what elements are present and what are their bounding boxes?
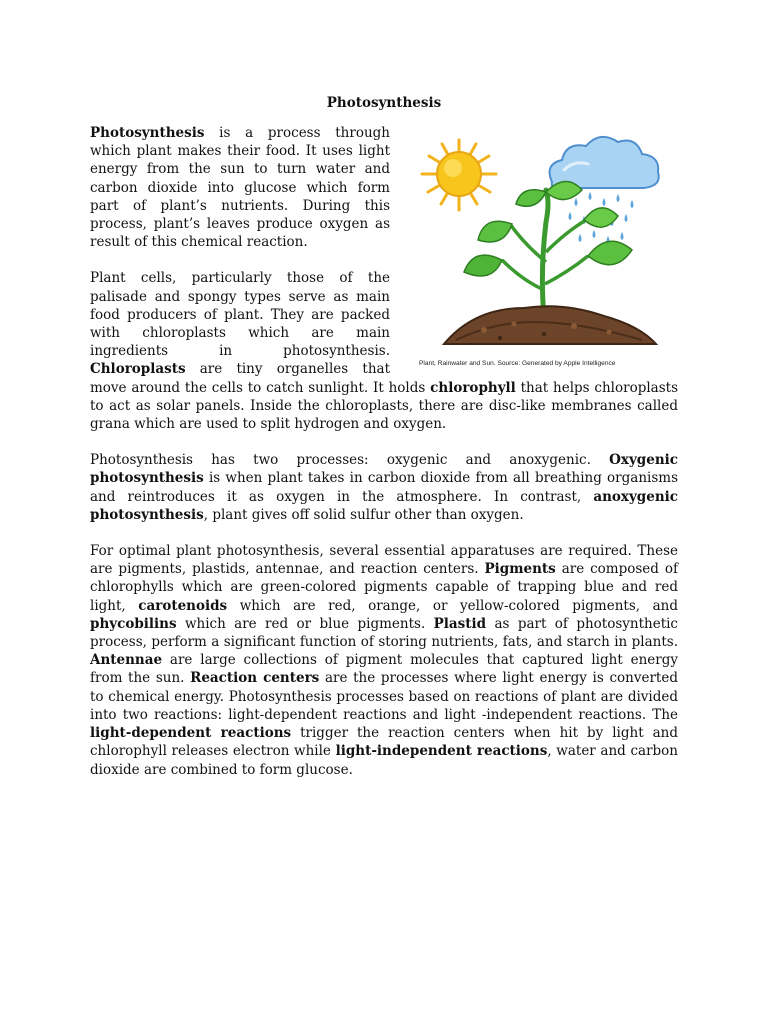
term-chloroplasts: Chloroplasts xyxy=(90,361,186,378)
term-light-independent: light-independent reactions xyxy=(335,743,548,760)
term-phycobilins: phycobilins xyxy=(90,615,177,632)
figure-caption: Plant, Rainwater and Sun. Source: Generated by Apple Intelligence xyxy=(419,360,616,367)
term-pigments: Pigments xyxy=(484,561,556,578)
text-span: that helps chloroplasts to act as solar panels. Inside the chloroplasts, there are disc-like membranes called grana which are used to split hydrogen and oxygen. xyxy=(90,379,678,433)
term-light-dependent: light-dependent reactions xyxy=(90,725,292,742)
text-span: For optimal plant photosynthesis, several essential apparatuses are required. These are pigments, plastids, antennae, and reaction centers. xyxy=(90,543,678,578)
text-span: Photosynthesis has two processes: oxygenic and anoxygenic. xyxy=(90,452,610,469)
text-span: are large collections of pigment molecules that captured light energy from the sun. xyxy=(90,652,678,687)
plant-figure xyxy=(404,112,682,374)
term-chlorophyll: chlorophyll xyxy=(430,379,516,396)
text-span: are the processes where light energy is converted to chemical energy. Photosynthesis processes based on reactions of plant are divided into two reactions: light-dependent reactions and light -independent reactions. The xyxy=(90,670,678,723)
text-span: , plant gives off solid sulfur other than oxygen. xyxy=(203,506,524,523)
text-span: , water and carbon dioxide are combined to form glucose. xyxy=(90,743,678,778)
term-plastid: Plastid xyxy=(433,615,487,632)
term-anoxygenic: anoxygenic photosynthesis xyxy=(90,488,678,523)
term-photosynthesis: Photosynthesis xyxy=(90,125,205,141)
paragraph-apparatuses xyxy=(90,542,678,779)
text-span: Plant cells, particularly those of the palisade and spongy types serve as main food producers of plant. They are packed with chloroplasts which are main ingredients in photosynthesis. xyxy=(90,270,390,360)
cloud-icon xyxy=(550,137,659,189)
document-page xyxy=(90,0,678,779)
term-carotenoids: carotenoids xyxy=(138,597,228,614)
term-antennae: Antennae xyxy=(90,652,163,669)
plant-sun-rain-illustration-icon xyxy=(404,112,682,362)
text-span: is when plant takes in carbon dioxide from all breathing organisms and reintroduces it as oxygen in the atmosphere. In contrast, xyxy=(90,470,678,505)
text-span: as part of photosynthetic process, perform a significant function of storing nutrients, fats, and starch in plants. xyxy=(90,615,678,651)
paragraph-processes xyxy=(90,451,678,524)
soil-mound-icon xyxy=(444,306,656,344)
page-title: Photosynthesis xyxy=(326,95,442,111)
text-span: which are red, orange, or yellow-colored pigments, and xyxy=(227,597,678,614)
plant-icon xyxy=(464,181,632,317)
text-span: are composed of chlorophylls which are green-colored pigments capable of trapping blue and red light, xyxy=(90,561,678,614)
text-span: are tiny organelles that move around the cells to catch sunlight. It holds xyxy=(90,361,431,396)
term-oxygenic: Oxygenic photosynthesis xyxy=(90,452,678,487)
text-span: which are red or blue pigments. xyxy=(176,615,434,632)
term-reaction-centers: Reaction centers xyxy=(190,670,320,687)
text-span: is a process through which plant makes their food. It uses light energy from the sun to turn water and carbon dioxide into glucose which form part of plant’s nutrients. During this process, plant’s leaves produce oxygen as result of this chemical reaction. xyxy=(90,125,390,251)
text-span: trigger the reaction centers when hit by light and chlorophyll releases electron while xyxy=(90,725,678,760)
